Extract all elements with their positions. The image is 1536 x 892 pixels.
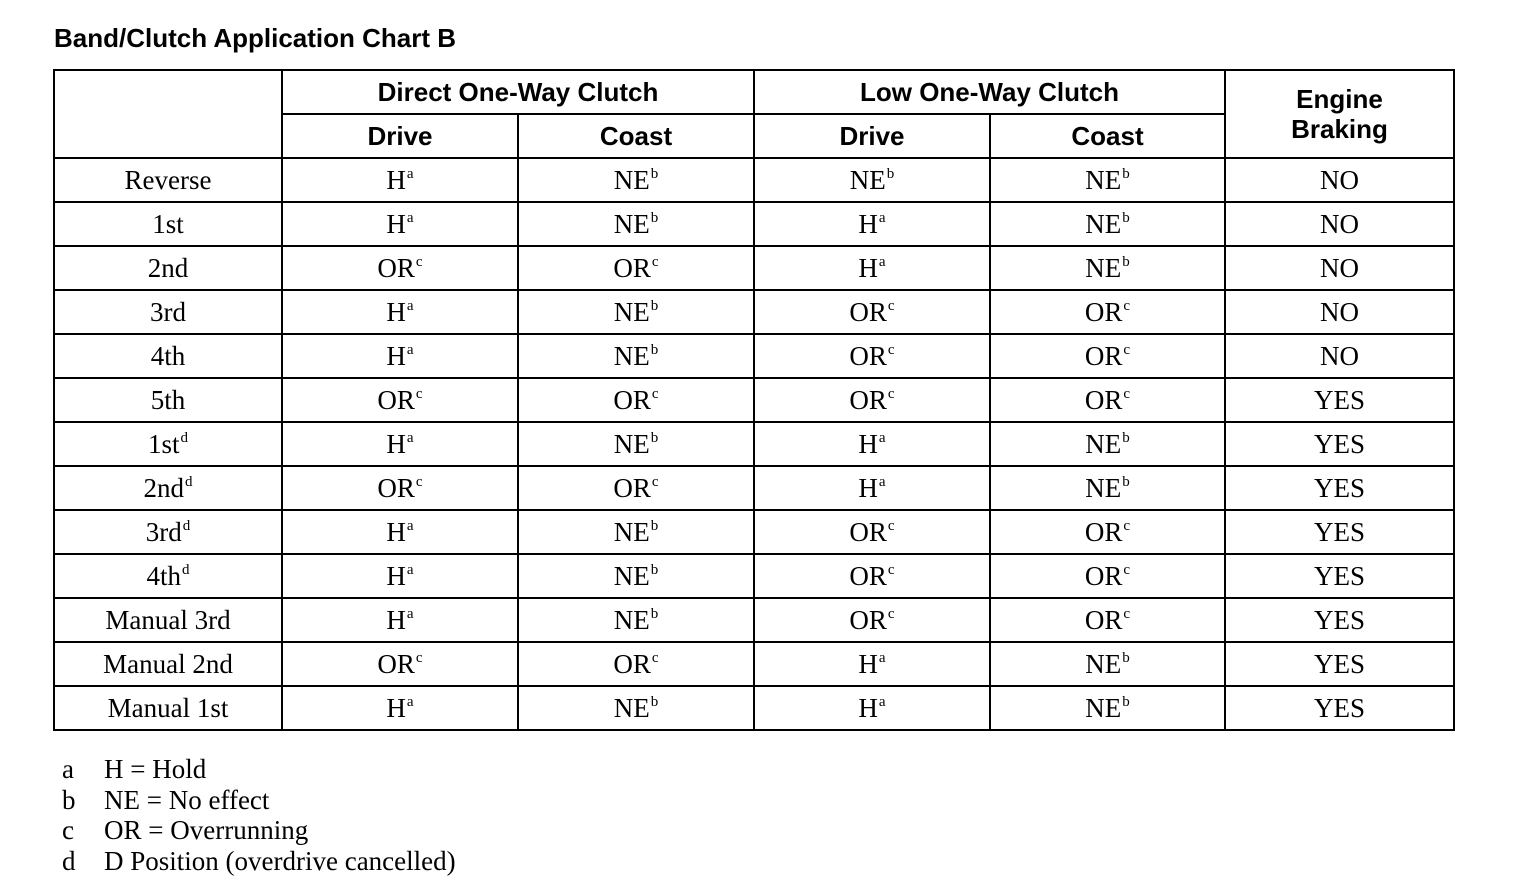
header-row-groups	[54, 70, 1454, 114]
cell-value: H	[386, 209, 406, 239]
engine-braking-cell	[1225, 378, 1454, 422]
footnote-marker: c	[1123, 606, 1131, 622]
footnote-text: H = Hold	[104, 754, 207, 784]
gear-cell	[54, 378, 282, 422]
cell-value: NE	[1085, 649, 1122, 679]
footnote-marker: c	[1123, 518, 1131, 534]
gear-label: Manual 3rd	[105, 605, 231, 635]
low-coast-cell	[990, 378, 1225, 422]
cell-value: NE	[613, 341, 650, 371]
direct-coast-cell	[518, 378, 754, 422]
direct-drive-cell	[282, 334, 518, 378]
gear-label: 1st	[152, 209, 184, 239]
footnote-marker: c	[887, 386, 895, 402]
cell-value: NE	[1085, 209, 1122, 239]
footnote-marker: a	[878, 694, 886, 710]
footnote-marker: c	[415, 254, 423, 270]
direct-drive-cell	[282, 422, 518, 466]
header-low-one-way-clutch: Low One-Way Clutch	[754, 70, 1225, 114]
direct-coast-cell	[518, 554, 754, 598]
footnote-marker: b	[1122, 254, 1130, 270]
gear-cell	[54, 422, 282, 466]
direct-coast-cell	[518, 246, 754, 290]
header-engine-braking-line1: Engine	[1296, 84, 1383, 114]
direct-coast-cell	[518, 510, 754, 554]
table-row	[54, 598, 1454, 642]
footnote-marker: b	[650, 430, 659, 446]
low-drive-cell	[754, 158, 990, 202]
low-coast-cell	[990, 642, 1225, 686]
low-coast-cell	[990, 598, 1225, 642]
engine-braking-cell	[1225, 686, 1454, 730]
low-coast-cell	[990, 466, 1225, 510]
footnote-marker: a	[878, 254, 886, 270]
table-row	[54, 422, 1454, 466]
engine-braking-value: YES	[1314, 649, 1366, 679]
low-coast-cell	[990, 158, 1225, 202]
footnote-text: NE = No effect	[104, 784, 270, 815]
footnote-marker: a	[406, 210, 414, 226]
footnote-marker: c	[651, 386, 659, 402]
cell-value: NE	[849, 165, 886, 195]
engine-braking-value: YES	[1314, 385, 1366, 415]
footnote-marker: b	[650, 342, 659, 358]
gear-cell	[54, 290, 282, 334]
band-clutch-table	[53, 69, 1455, 731]
gear-label: 3rd	[145, 517, 182, 547]
cell-value: H	[386, 297, 406, 327]
footnote-marker: a	[406, 342, 414, 358]
footnote-marker: a	[878, 210, 886, 226]
direct-drive-cell	[282, 290, 518, 334]
header-low-drive: Drive	[754, 114, 990, 158]
cell-value: NE	[1085, 473, 1122, 503]
cell-value: OR	[1084, 561, 1123, 591]
footnote-marker: d	[182, 518, 191, 534]
footnote-marker: c	[1123, 298, 1131, 314]
cell-value: NE	[613, 209, 650, 239]
cell-value: OR	[849, 385, 887, 415]
footnote-marker: a	[406, 166, 414, 182]
footnote-marker: a	[406, 430, 414, 446]
footnote-marker: d	[180, 430, 188, 446]
engine-braking-value: NO	[1320, 341, 1360, 371]
cell-value: NE	[1085, 429, 1122, 459]
footnote-marker: b	[1122, 650, 1130, 666]
table-row	[54, 378, 1454, 422]
direct-drive-cell	[282, 246, 518, 290]
cell-value: NE	[613, 605, 650, 635]
gear-cell	[54, 510, 282, 554]
direct-drive-cell	[282, 554, 518, 598]
footnote-marker: a	[406, 518, 414, 534]
footnotes	[62, 754, 456, 876]
gear-label: Manual 1st	[107, 693, 229, 723]
engine-braking-cell	[1225, 510, 1454, 554]
footnote-marker: a	[878, 650, 886, 666]
direct-coast-cell	[518, 598, 754, 642]
footnote-marker: c	[887, 606, 895, 622]
direct-drive-cell	[282, 686, 518, 730]
engine-braking-value: NO	[1320, 165, 1360, 195]
cell-value: H	[858, 473, 878, 503]
footnote-marker: b	[650, 166, 659, 182]
table-row	[54, 466, 1454, 510]
gear-label: 1st	[147, 429, 180, 459]
low-coast-cell	[990, 510, 1225, 554]
low-drive-cell	[754, 422, 990, 466]
cell-value: NE	[613, 517, 650, 547]
cell-value: OR	[377, 253, 415, 283]
footnote-d	[62, 846, 456, 877]
footnote-marker: b	[650, 694, 659, 710]
low-drive-cell	[754, 554, 990, 598]
footnote-c	[62, 815, 456, 846]
engine-braking-cell	[1225, 334, 1454, 378]
engine-braking-cell	[1225, 290, 1454, 334]
engine-braking-value: YES	[1314, 429, 1366, 459]
footnote-text: D Position (overdrive cancelled)	[104, 845, 456, 876]
cell-value: OR	[1084, 605, 1123, 635]
gear-label: 5th	[150, 385, 186, 415]
footnote-marker: b	[1122, 430, 1130, 446]
table-row	[54, 202, 1454, 246]
gear-label: Manual 2nd	[103, 649, 233, 679]
cell-value: OR	[613, 649, 651, 679]
footnote-b	[62, 785, 456, 816]
footnote-key: d	[62, 845, 76, 876]
footnote-marker: c	[651, 474, 659, 490]
low-coast-cell	[990, 422, 1225, 466]
footnote-key: a	[62, 754, 74, 784]
low-drive-cell	[754, 202, 990, 246]
cell-value: OR	[377, 473, 415, 503]
table-row	[54, 158, 1454, 202]
low-drive-cell	[754, 686, 990, 730]
cell-value: NE	[1085, 693, 1122, 723]
footnote-marker: c	[887, 518, 895, 534]
engine-braking-value: NO	[1320, 209, 1360, 239]
cell-value: NE	[613, 561, 650, 591]
cell-value: OR	[1084, 385, 1123, 415]
low-coast-cell	[990, 202, 1225, 246]
cell-value: NE	[613, 297, 650, 327]
table-row	[54, 686, 1454, 730]
footnote-marker: b	[650, 562, 659, 578]
footnote-marker: c	[415, 474, 423, 490]
direct-coast-cell	[518, 466, 754, 510]
cell-value: NE	[1085, 165, 1122, 195]
footnote-marker: c	[887, 342, 895, 358]
footnote-marker: a	[406, 562, 414, 578]
footnote-marker: b	[650, 518, 659, 534]
engine-braking-value: YES	[1314, 693, 1366, 723]
engine-braking-value: YES	[1314, 517, 1366, 547]
cell-value: OR	[1084, 517, 1123, 547]
gear-cell	[54, 158, 282, 202]
table-row	[54, 554, 1454, 598]
cell-value: OR	[377, 649, 415, 679]
direct-coast-cell	[518, 158, 754, 202]
direct-drive-cell	[282, 598, 518, 642]
direct-drive-cell	[282, 642, 518, 686]
engine-braking-cell	[1225, 554, 1454, 598]
footnote-marker: c	[415, 650, 423, 666]
low-coast-cell	[990, 334, 1225, 378]
cell-value: H	[858, 253, 878, 283]
gear-label: 4th	[150, 341, 186, 371]
footnote-marker: c	[651, 254, 659, 270]
engine-braking-cell	[1225, 466, 1454, 510]
footnote-marker: c	[1123, 386, 1131, 402]
table-row	[54, 642, 1454, 686]
footnote-marker: b	[1122, 474, 1130, 490]
gear-cell	[54, 686, 282, 730]
engine-braking-cell	[1225, 642, 1454, 686]
header-low-coast: Coast	[990, 114, 1225, 158]
gear-label: 2nd	[143, 473, 184, 503]
footnote-marker: c	[651, 650, 659, 666]
footnote-marker: b	[650, 606, 659, 622]
gear-label: 4th	[146, 561, 181, 591]
footnote-marker: c	[415, 386, 423, 402]
cell-value: OR	[613, 253, 651, 283]
cell-value: H	[386, 429, 406, 459]
header-engine-braking	[1225, 70, 1454, 158]
cell-value: OR	[849, 517, 887, 547]
cell-value: H	[386, 605, 406, 635]
low-drive-cell	[754, 510, 990, 554]
footnote-marker: b	[1122, 166, 1130, 182]
cell-value: OR	[1084, 297, 1123, 327]
gear-cell	[54, 554, 282, 598]
cell-value: OR	[377, 385, 415, 415]
footnote-a	[62, 754, 456, 785]
engine-braking-cell	[1225, 598, 1454, 642]
cell-value: OR	[849, 341, 887, 371]
engine-braking-cell	[1225, 158, 1454, 202]
cell-value: H	[386, 341, 406, 371]
low-drive-cell	[754, 246, 990, 290]
table-row	[54, 510, 1454, 554]
gear-cell	[54, 466, 282, 510]
direct-coast-cell	[518, 290, 754, 334]
gear-label: 2nd	[147, 253, 189, 283]
footnote-marker: c	[1123, 562, 1131, 578]
cell-value: H	[858, 429, 878, 459]
gear-cell	[54, 246, 282, 290]
cell-value: OR	[613, 385, 651, 415]
engine-braking-cell	[1225, 422, 1454, 466]
low-coast-cell	[990, 290, 1225, 334]
footnote-marker: a	[406, 694, 414, 710]
footnote-marker: c	[1123, 342, 1131, 358]
direct-coast-cell	[518, 642, 754, 686]
footnote-marker: a	[406, 298, 414, 314]
header-empty-cell	[54, 70, 282, 158]
direct-coast-cell	[518, 202, 754, 246]
footnote-marker: b	[886, 166, 895, 182]
header-direct-drive: Drive	[282, 114, 518, 158]
cell-value: OR	[849, 605, 887, 635]
direct-drive-cell	[282, 378, 518, 422]
footnote-marker: b	[650, 210, 659, 226]
direct-drive-cell	[282, 466, 518, 510]
engine-braking-value: YES	[1314, 473, 1366, 503]
cell-value: H	[858, 693, 878, 723]
low-coast-cell	[990, 686, 1225, 730]
gear-label: 3rd	[150, 297, 186, 327]
cell-value: H	[386, 561, 406, 591]
footnote-marker: d	[185, 474, 193, 490]
cell-value: H	[858, 649, 878, 679]
footnote-marker: b	[1122, 210, 1130, 226]
low-drive-cell	[754, 334, 990, 378]
cell-value: OR	[613, 473, 651, 503]
footnote-marker: a	[406, 606, 414, 622]
cell-value: OR	[849, 297, 887, 327]
gear-cell	[54, 598, 282, 642]
header-direct-one-way-clutch: Direct One-Way Clutch	[282, 70, 754, 114]
low-coast-cell	[990, 246, 1225, 290]
header-direct-coast: Coast	[518, 114, 754, 158]
low-drive-cell	[754, 598, 990, 642]
low-drive-cell	[754, 642, 990, 686]
table-row	[54, 334, 1454, 378]
cell-value: NE	[1085, 253, 1122, 283]
footnote-key: c	[62, 815, 74, 845]
cell-value: H	[386, 165, 406, 195]
engine-braking-value: YES	[1314, 561, 1366, 591]
footnote-marker: b	[1122, 694, 1130, 710]
cell-value: H	[386, 517, 406, 547]
gear-cell	[54, 202, 282, 246]
engine-braking-value: YES	[1314, 605, 1366, 635]
gear-cell	[54, 334, 282, 378]
header-engine-braking-line2: Braking	[1291, 114, 1388, 144]
footnote-marker: d	[182, 562, 190, 578]
footnote-marker: a	[878, 430, 886, 446]
direct-drive-cell	[282, 158, 518, 202]
footnote-marker: b	[650, 298, 659, 314]
direct-drive-cell	[282, 202, 518, 246]
engine-braking-value: NO	[1320, 297, 1360, 327]
direct-coast-cell	[518, 686, 754, 730]
low-drive-cell	[754, 290, 990, 334]
footnote-marker: a	[878, 474, 886, 490]
cell-value: H	[386, 693, 406, 723]
gear-label: Reverse	[124, 165, 212, 195]
low-drive-cell	[754, 466, 990, 510]
footnote-key: b	[62, 784, 76, 815]
table-row	[54, 290, 1454, 334]
footnote-marker: c	[887, 562, 895, 578]
engine-braking-value: NO	[1320, 253, 1360, 283]
direct-coast-cell	[518, 422, 754, 466]
cell-value: NE	[613, 429, 650, 459]
engine-braking-cell	[1225, 202, 1454, 246]
direct-drive-cell	[282, 510, 518, 554]
cell-value: NE	[613, 165, 650, 195]
footnote-text: OR = Overrunning	[104, 815, 309, 845]
table-body	[54, 158, 1454, 730]
direct-coast-cell	[518, 334, 754, 378]
low-drive-cell	[754, 378, 990, 422]
cell-value: OR	[1084, 341, 1123, 371]
engine-braking-cell	[1225, 246, 1454, 290]
cell-value: H	[858, 209, 878, 239]
footnote-marker: c	[887, 298, 895, 314]
cell-value: OR	[849, 561, 887, 591]
chart-title: Band/Clutch Application Chart B	[54, 23, 457, 53]
table-row	[54, 246, 1454, 290]
cell-value: NE	[613, 693, 650, 723]
gear-cell	[54, 642, 282, 686]
low-coast-cell	[990, 554, 1225, 598]
